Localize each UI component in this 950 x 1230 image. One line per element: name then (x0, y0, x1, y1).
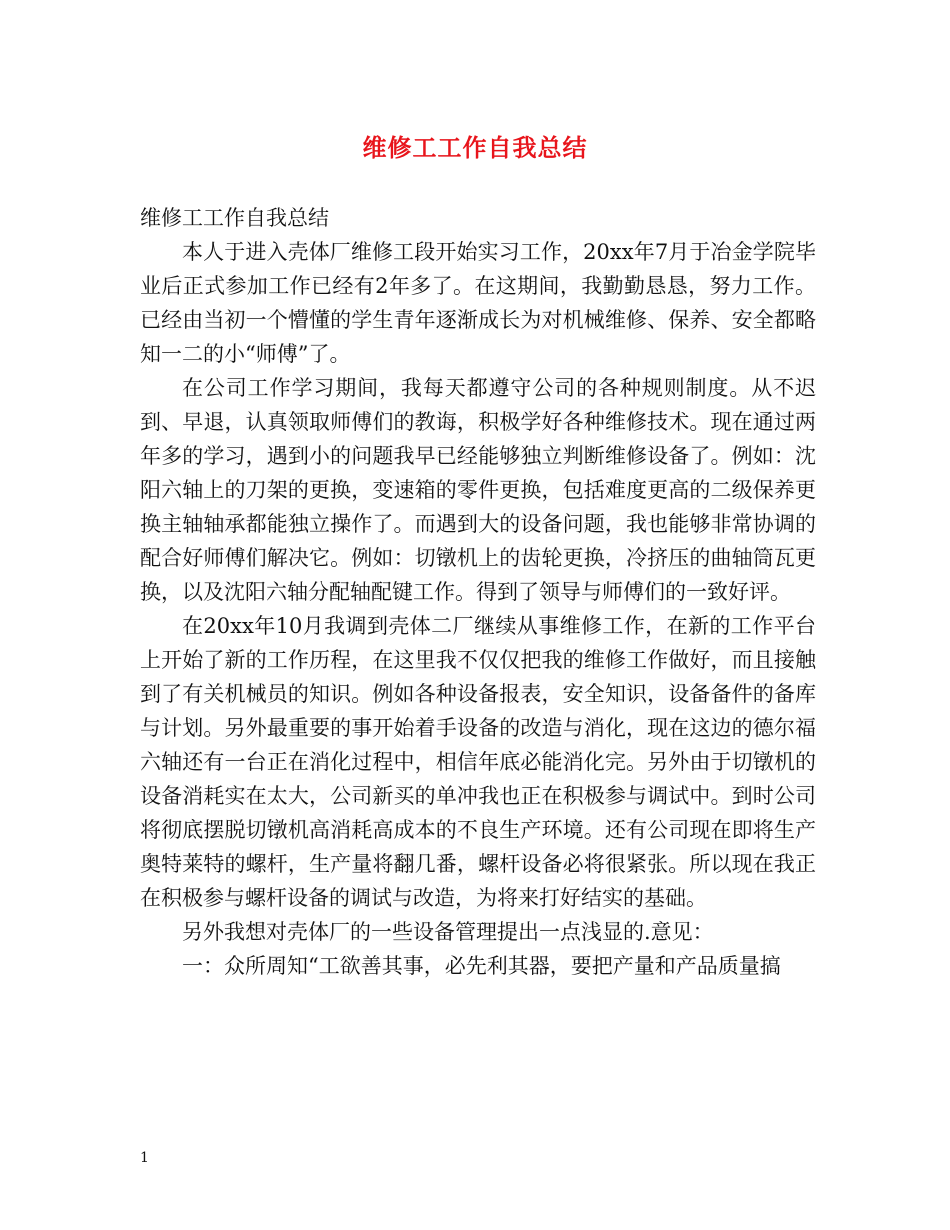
document-heading: 维修工工作自我总结 (140, 206, 329, 230)
paragraph-4: 另外我想对壳体厂的一些设备管理提出一点浅显的.意见： (182, 920, 714, 944)
page-number: 1 (140, 1150, 149, 1166)
paragraph-2: 在公司工作学习期间，我每天都遵守公司的各种规则制度。从不迟到、早退，认真领取师傅们的教诲，积极学好各种维修技术。现在通过两年多的学习，遇到小的问题我早已经能够独立判断维修设备了。例如：沈阳六轴上的刀架的更换，变速箱的零件更换，包括难度更高的二级保养更换主轴轴承都能独立操作了。而遇到大的设备问题，我也能够非常协调的配合好师傅们解决它。例如：切镦机上的齿轮更换，冷挤压的曲轴筒瓦更换，以及沈阳六轴分配轴配键工作。得到了领导与师傅们的一致好评。 (140, 376, 816, 604)
paragraph-5: 一：众所周知“工欲善其事，必先利其器，要把产量和产品质量搞 (182, 954, 781, 978)
paragraph-1: 本人于进入壳体厂维修工段开始实习工作，20xx年7月于冶金学院毕业后正式参加工作已经有2年多了。在这期间，我勤勤恳恳，努力工作。已经由当初一个懵懂的学生青年逐渐成长为对机械维修、保养、安全都略知一二的小“师傅”了。 (140, 240, 816, 366)
page-title: 维修工工作自我总结 (362, 133, 588, 162)
document-body (140, 201, 816, 983)
paragraph-3: 在20xx年10月我调到壳体二厂继续从事维修工作，在新的工作平台上开始了新的工作历程，在这里我不仅仅把我的维修工作做好，而且接触到了有关机械员的知识。例如各种设备报表，安全知识，设备备件的备库与计划。另外最重要的事开始着手设备的改造与消化，现在这边的德尔福六轴还有一台正在消化过程中，相信年底必能消化完。另外由于切镦机的设备消耗实在太大，公司新买的单冲我也正在积极参与调试中。到时公司将彻底摆脱切镦机高消耗高成本的不良生产环境。还有公司现在即将生产奥特莱特的螺杆，生产量将翻几番，螺杆设备必将很紧张。所以现在我正在积极参与螺杆设备的调试与改造，为将来打好结实的基础。 (140, 614, 816, 910)
